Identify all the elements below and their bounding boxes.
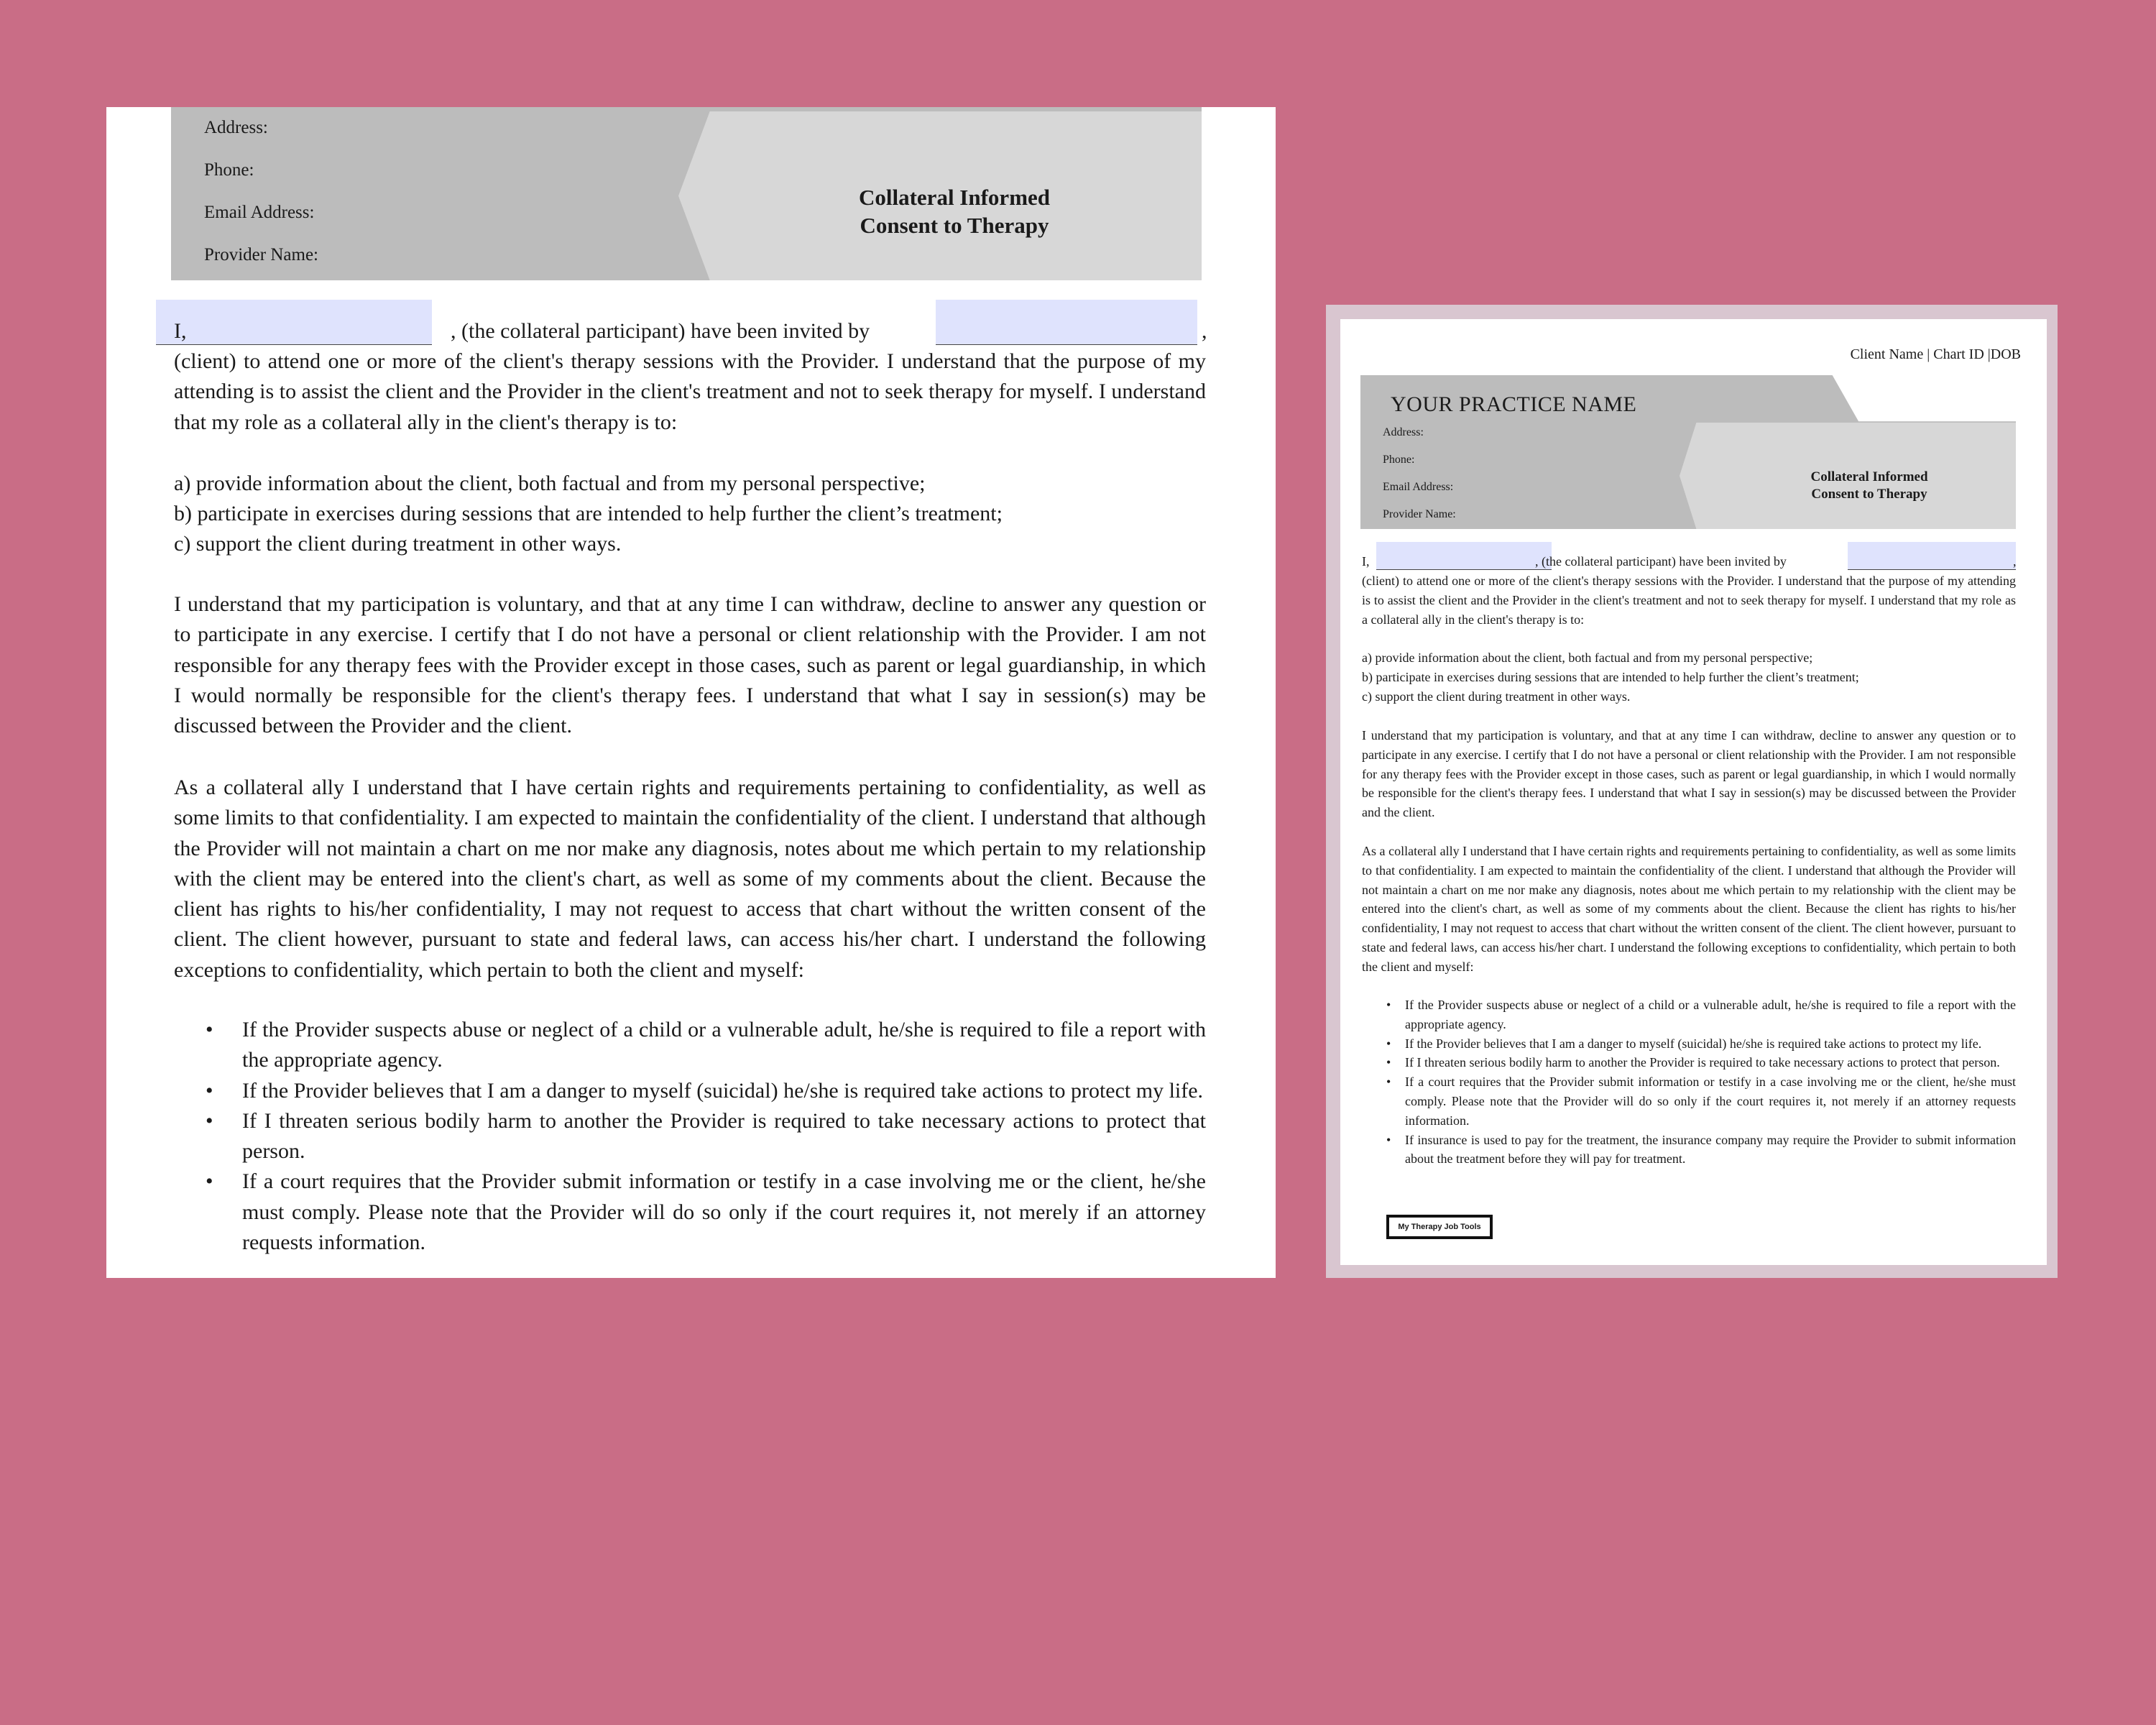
chart-id-line: Client Name | Chart ID |DOB [1850,346,2021,362]
role-c: c) support the client during treatment in other ways. [174,532,622,556]
email-label: Email Address: [1383,481,1454,493]
brand-logo: My Therapy Job Tools [1386,1215,1493,1239]
address-label: Address: [1383,426,1424,438]
provider-label: Provider Name: [1383,508,1456,520]
confidentiality-paragraph: As a collateral ally I understand that I have certain rights and requirements pertaining to confidentiality, as well as some limits to that confidentiality. I am expected to maintain the confidentiality of the client. I understand that although the Provider will not maintain a chart on me nor make any diagnosis, notes about me which pertain to my relationship with the client may be entered into the client's chart, as well as some of my comments about the client. Because the client has rights to his/her confidentiality, I may not request to access that chart without the written consent of the client. The client however, pursuant to state and federal laws, can access his/her chart. I understand the following exceptions to confidentiality, which pertain to both the client and myself: [1362,844,2016,974]
role-c: c) support the client during treatment in other ways. [1362,689,1631,704]
role-b: b) participate in exercises during sessions that are intended to help further the client’s treatment; [1362,670,1859,684]
phone-label: Phone: [204,160,254,180]
zoomed-page-preview [106,107,1276,1278]
practice-name: YOUR PRACTICE NAME [1391,392,1637,416]
form-title-line1: Collateral Informed [858,185,1051,210]
form-header [1360,375,2016,529]
page-thumbnail [1340,319,2047,1265]
list-item: • If I threaten serious bodily harm to another the Provider is required to take necessary actions to protect that person. [1362,1053,2016,1072]
list-item: • If a court requires that the Provider submit information or testify in a case involving me or the client, he/she must comply. Please note that the Provider will do so only if the court requires it, not merely if an attorney requests information. [174,1167,1206,1258]
intro-paragraph: (client) to attend one or more of the client's therapy sessions with the Provider. I understand that the purpose of my attending is to assist the client and the Provider in the client's treatment and not to seek therapy for myself. I understand that my role as a collateral ally in the client's therapy is to: [1362,574,2016,627]
exceptions-list [174,1015,1206,1258]
intro-prefix: I, [1362,554,1370,569]
list-item: • If the Provider suspects abuse or neglect of a child or a vulnerable adult, he/she is required to file a report with the appropriate agency. [1362,995,2016,1034]
address-label: Address: [204,118,268,137]
intro-first-line [1362,552,2016,571]
list-item: • If I threaten serious bodily harm to another the Provider is required to take necessary actions to protect that person. [174,1106,1206,1167]
list-item: • If a court requires that the Provider submit information or testify in a case involving me or the client, he/she must comply. Please note that the Provider will do so only if the court requires it, not merely if an attorney requests information. [1362,1072,2016,1130]
confidentiality-paragraph: As a collateral ally I understand that I have certain rights and requirements pertaining to confidentiality, as well as some limits to that confidentiality. I am expected to maintain the confidentiality of the client. I understand that although the Provider will not maintain a chart on me nor make any diagnosis, notes about me which pertain to my relationship with the client may be entered into the client's chart, as well as some of my comments about the client. Because the client has rights to his/her confidentiality, I may not request to access that chart without the written consent of the client. The client however, pursuant to state and federal laws, can access his/her chart. I understand the following exceptions to confidentiality, which pertain to both the client and myself: [174,776,1207,982]
list-item: • If the Provider believes that I am a danger to myself (suicidal) he/she is required take actions to protect my life. [1362,1034,2016,1054]
list-item: • If the Provider believes that I am a danger to myself (suicidal) he/she is required take actions to protect my life. [174,1076,1206,1106]
intro-mid: , (the collateral participant) have been invited by [1535,554,1787,569]
intro-comma: , [2013,554,2017,569]
phone-label: Phone: [1383,454,1415,466]
email-label: Email Address: [204,203,315,222]
form-title-line2: Consent to Therapy [1811,487,1927,502]
form-title-line1: Collateral Informed [1810,469,1928,484]
role-b: b) participate in exercises during sessions that are intended to help further the client’s treatment; [174,502,1003,525]
role-a: a) provide information about the client, both factual and from my personal perspective; [1362,650,1813,665]
voluntary-paragraph: I understand that my participation is voluntary, and that at any time I can withdraw, decline to answer any question or to participate in any exercise. I certify that I do not have a personal or client relationship with the Provider. I am not responsible for any therapy fees with the Provider except in those cases, such as parent or legal guardianship, in which I would normally be responsible for the client's therapy fees. I understand that what I say in session(s) may be discussed between the Provider and the client. [174,592,1206,738]
form-title [796,183,1112,239]
intro-paragraph: (client) to attend one or more of the client's therapy sessions with the Provider. I understand that the purpose of my attending is to assist the client and the Provider in the client's treatment and not to seek therapy for myself. I understand that my role as a collateral ally in the client's therapy is to: [174,349,1206,434]
voluntary-paragraph: I understand that my participation is voluntary, and that at any time I can withdraw, decline to answer any question or to participate in any exercise. I certify that I do not have a personal or client relationship with the Provider. I am not responsible for any therapy fees with the Provider except in those cases, such as parent or legal guardianship, in which I would normally be responsible for the client's therapy fees. I understand that what I say in session(s) may be discussed between the Provider and the client. [1362,728,2016,820]
intro-mid: , (the collateral participant) have been invited by [451,319,870,343]
intro-comma: , [1202,319,1207,343]
provider-label: Provider Name: [204,245,318,264]
form-header [171,107,1202,280]
intro-prefix: I, [174,319,187,343]
exceptions-list [1362,995,2016,1169]
form-title [1761,469,1977,503]
list-item: • If the Provider suspects abuse or neglect of a child or a vulnerable adult, he/she is required to file a report with the appropriate agency. [174,1015,1206,1076]
list-item: • If insurance is used to pay for the treatment, the insurance company may require the Provider to submit information about the treatment before they will pay for treatment. [1362,1131,2016,1169]
role-a: a) provide information about the client, both factual and from my personal perspective; [174,472,926,495]
form-title-line2: Consent to Therapy [860,213,1049,238]
intro-first-line [174,316,1206,346]
